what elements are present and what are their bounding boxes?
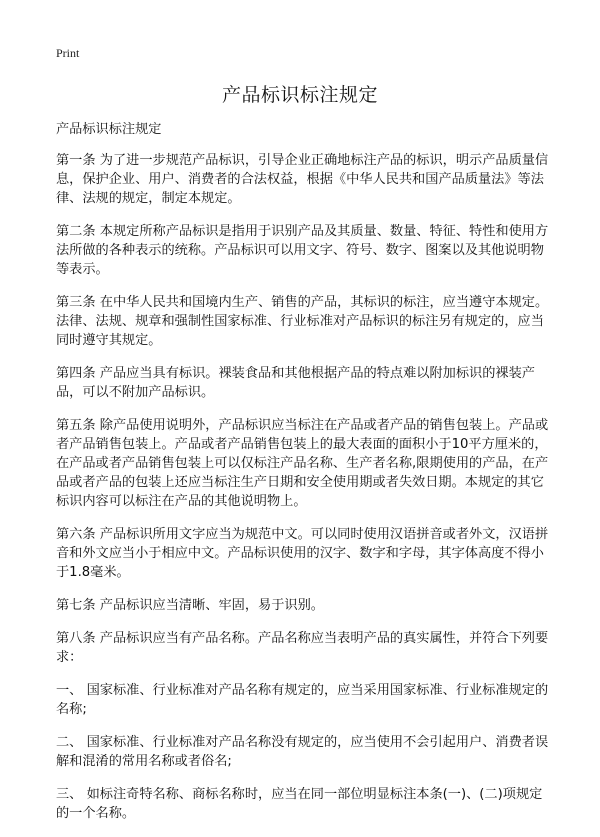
article-8-item-2: 二、 国家标准、行业标准对产品名称没有规定的，应当使用不会引起用户、消费者误解和混淆的常用名称或者俗名; xyxy=(56,735,549,769)
document-body xyxy=(56,120,550,837)
article-2: 第二条 本规定所称产品标识是指用于识别产品及其质量、数量、特征、特性和使用方法所做的各种表示的统称。产品标识可以用文字、符号、数字、图案以及其他说明物等表示。 xyxy=(56,224,549,277)
article-7: 第七条 产品标识应当清晰、牢固，易于识别。 xyxy=(56,598,324,613)
article-8: 第八条 产品标识应当有产品名称。产品名称应当表明产品的真实属性，并符合下列要求： xyxy=(56,631,549,665)
article-8-item-3: 三、 如标注奇特名称、商标名称时，应当在同一部位明显标注本条(一)、(二)项规定的一个名称。 xyxy=(56,787,543,821)
article-3: 第三条 在中华人民共和国境内生产、销售的产品，其标识的标注，应当遵守本规定。法律、法规、规章和强制性国家标准、行业标准对产品标识的标注另有规定的，应当同时遵守其规定。 xyxy=(56,295,549,348)
article-4: 第四条 产品应当具有标识。裸装食品和其他根据产品的特点难以附加标识的裸装产品，可以不附加产品标识。 xyxy=(56,366,535,400)
article-1: 第一条 为了进一步规范产品标识，引导企业正确地标注产品的标识，明示产品质量信息，保护企业、用户、消费者的合法权益，根据《中华人民共和国产品质量法》等法律、法规的规定，制定本规定。 xyxy=(56,153,549,206)
article-6: 第六条 产品标识所用文字应当为规范中文。可以同时使用汉语拼音或者外文，汉语拼音和外文应当小于相应中文。产品标识使用的汉字、数字和字母，其字体高度不得小于1.8毫米。 xyxy=(56,527,549,580)
article-5: 第五条 除产品使用说明外，产品标识应当标注在产品或者产品的销售包装上。产品或者产品销售包装上。产品或者产品销售包装上的最大表面的面积小于10平方厘米的，在产品或者产品销售包装上可以仅标注产品名称、生产者名称,限期使用的产品，在产品或者产品的包装上还应当标注生产日期和安全使用期或者失效日期。本规定的其它标识内容可以标注在产品的其他说明物上。 xyxy=(56,418,549,509)
article-8-item-1: 一、 国家标准、行业标准对产品名称有规定的，应当采用国家标准、行业标准规定的名称; xyxy=(56,683,549,717)
document-subtitle: 产品标识标注规定 xyxy=(56,122,162,137)
print-link[interactable]: Print xyxy=(56,46,80,60)
document-title: 产品标识标注规定 xyxy=(221,84,378,106)
